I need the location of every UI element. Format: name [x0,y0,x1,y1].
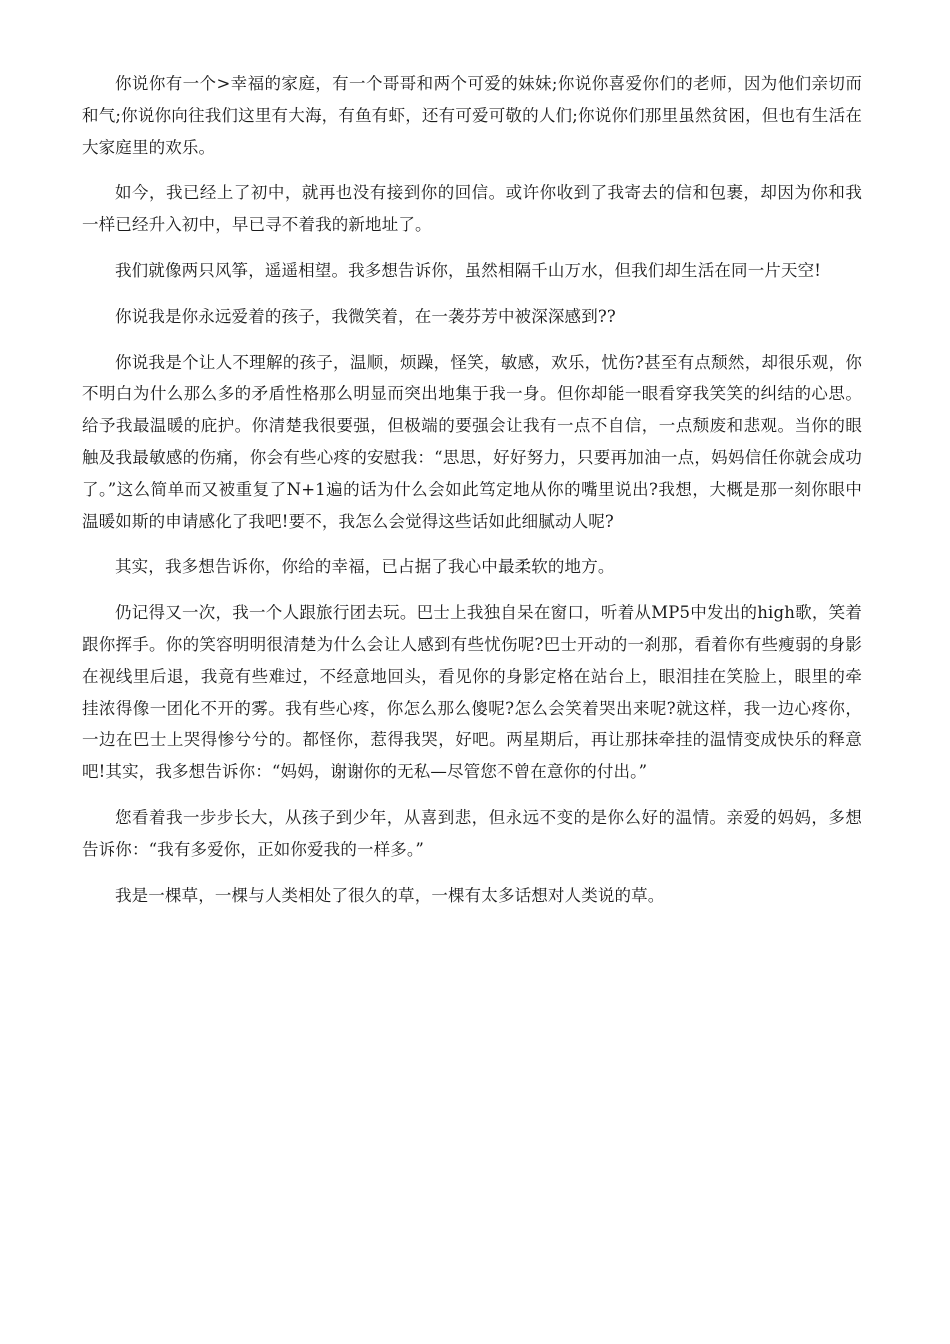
paragraph-1: 你说你有一个>幸福的家庭，有一个哥哥和两个可爱的妹妹;你说你喜爱你们的老师，因为他们亲切而和气;你说你向往我们这里有大海，有鱼有虾，还有可爱可敬的人们;你说你们那里虽然贫困，但也有生活在大家庭里的欢乐。 [82,74,862,157]
paragraph-2: 如今，我已经上了初中，就再也没有接到你的回信。或许你收到了我寄去的信和包裹，却因为你和我一样已经升入初中，早已寻不着我的新地址了。 [82,183,862,235]
paragraph-4: 你说我是你永远爱着的孩子，我微笑着，在一袭芬芳中被深深感到?? [115,306,616,326]
paragraph-9: 我是一棵草，一棵与人类相处了很久的草，一棵有太多话想对人类说的草。 [115,885,665,905]
paragraph-8: 您看着我一步步长大，从孩子到少年，从喜到悲，但永远不变的是你么好的温情。亲爱的妈妈，多想告诉你：“我有多爱你，正如你爱我的一样多。” [82,807,862,859]
document-body [82,68,862,925]
paragraph-5: 你说我是个让人不理解的孩子，温顺，烦躁，怪笑，敏感，欢乐，忧伤?甚至有点颓然，却很乐观，你不明白为什么那么多的矛盾性格那么明显而突出地集于我一身。但你却能一眼看穿我笑笑的纠结的心思。给予我最温暖的庇护。你清楚我很要强，但极端的要强会让我有一点不自信，一点颓废和悲观。当你的眼触及我最敏感的伤痛，你会有些心疼的安慰我：“思思，好好努力，只要再加油一点，妈妈信任你就会成功了。”这么简单而又被重复了N+1遍的话为什么会如此笃定地从你的嘴里说出?我想，大概是那一刻你眼中温暖如斯的申请感化了我吧!要不，我怎么会觉得这些话如此细腻动人呢? [82,352,862,531]
paragraph-7: 仍记得又一次，我一个人跟旅行团去玩。巴士上我独自呆在窗口，听着从MP5中发出的high歌，笑着跟你挥手。你的笑容明明很清楚为什么会让人感到有些忧伤呢?巴士开动的一刹那，看着你有些瘦弱的身影在视线里后退，我竟有些难过，不经意地回头，看见你的身影定格在站台上，眼泪挂在笑脸上，眼里的牵挂浓得像一团化不开的雾。我有些心疼，你怎么那么傻呢?怎么会笑着哭出来呢?就这样，我一边心疼你，一边在巴士上哭得惨兮兮的。都怪你，惹得我哭，好吧。两星期后，再让那抹牵挂的温情变成快乐的释意吧!其实，我多想告诉你：“妈妈，谢谢你的无私—尽管您不曾在意你的付出。” [82,603,862,782]
paragraph-3: 我们就像两只风筝，遥遥相望。我多想告诉你，虽然相隔千山万水，但我们却生活在同一片天空! [115,260,822,280]
paragraph-6: 其实，我多想告诉你，你给的幸福，已占据了我心中最柔软的地方。 [115,557,615,577]
